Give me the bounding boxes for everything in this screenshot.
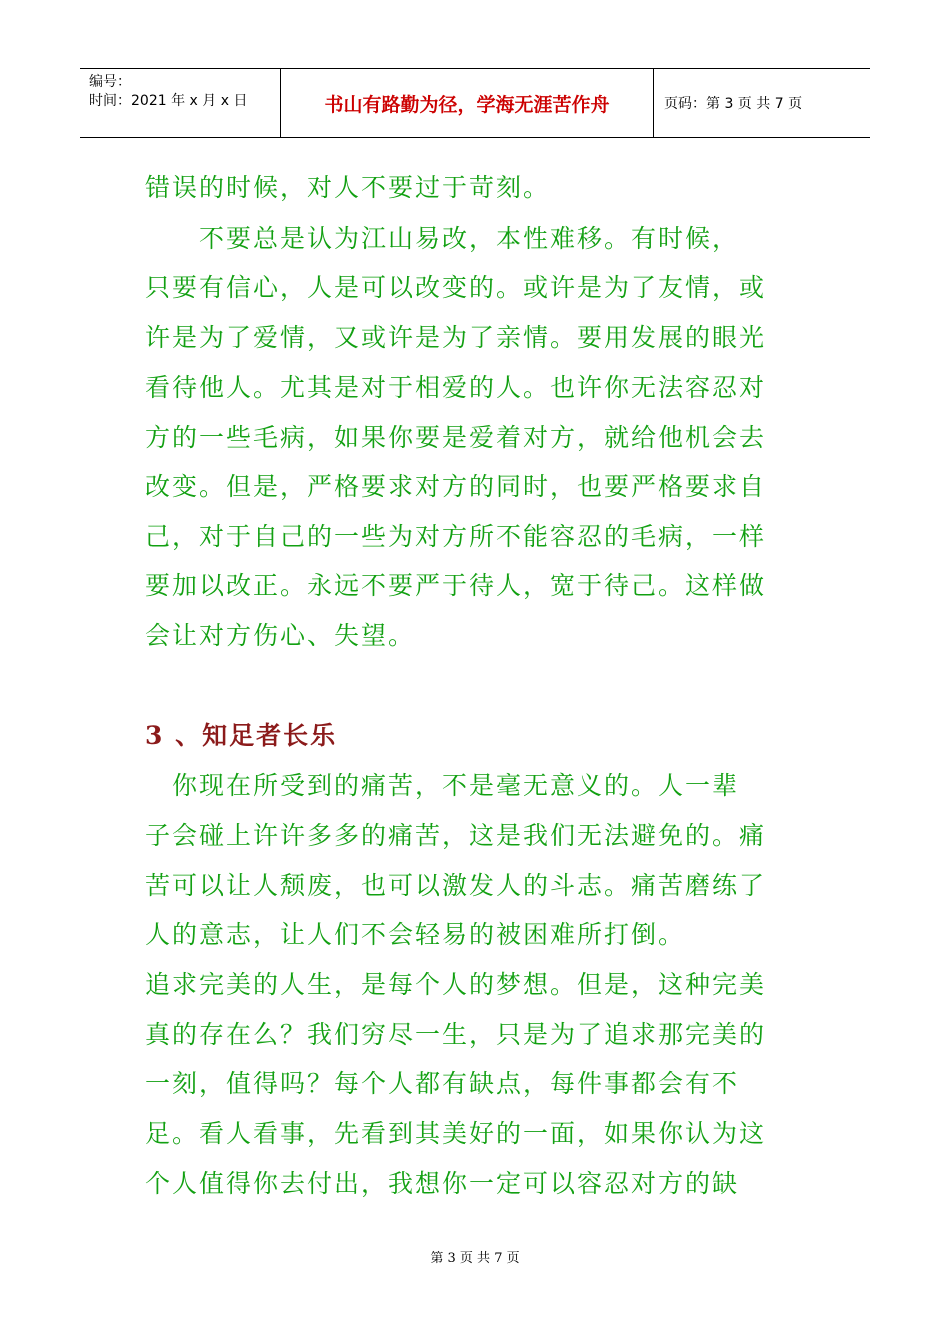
text-line: 一刻，值得吗？每个人都有缺点，每件事都会有不 — [145, 1069, 740, 1098]
section-heading: 3 、知足者长乐 — [145, 721, 338, 750]
text-line: 人的意志，让人们不会轻易的被困难所打倒。 — [145, 920, 686, 949]
text-line: 错误的时候，对人不要过于苛刻。 — [145, 173, 551, 202]
text-line: 足。看人看事，先看到其美好的一面，如果你认为这 — [145, 1119, 767, 1148]
serial-number-label: 编号： — [89, 74, 131, 90]
text-line: 许是为了爱情，又或许是为了亲情。要用发展的眼光 — [145, 323, 767, 352]
header-page-info: 页码：第 3 页 共 7 页 — [664, 96, 803, 112]
text-line: 你现在所受到的痛苦，不是毫无意义的。人一辈 — [145, 771, 740, 800]
text-line: 要加以改正。永远不要严于待人，宽于待己。这样做 — [145, 571, 767, 600]
text-line: 只要有信心，人是可以改变的。或许是为了友情，或 — [145, 273, 767, 302]
text-line: 己，对于自己的一些为对方所不能容忍的毛病，一样 — [145, 522, 767, 551]
text-line: 看待他人。尤其是对于相爱的人。也许你无法容忍对 — [145, 373, 767, 402]
text-line: 子会碰上许许多多的痛苦，这是我们无法避免的。痛 — [145, 821, 767, 850]
text-line: 苦可以让人颓废，也可以激发人的斗志。痛苦磨练了 — [145, 871, 767, 900]
text-line: 真的存在么？我们穷尽一生，只是为了追求那完美的 — [145, 1020, 767, 1049]
text-line: 改变。但是，严格要求对方的同时，也要严格要求自 — [145, 472, 767, 501]
text-line: 方的一些毛病，如果你要是爱着对方，就给他机会去 — [145, 423, 767, 452]
text-line: 追求完美的人生，是每个人的梦想。但是，这种完美 — [145, 970, 767, 999]
header-meta — [80, 69, 281, 137]
header-motto: 书山有路勤为径，学海无涯苦作舟 — [281, 69, 654, 137]
text-line: 个人值得你去付出，我想你一定可以容忍对方的缺 — [145, 1169, 740, 1198]
text-line: 会让对方伤心、失望。 — [145, 621, 416, 650]
date-label: 时间：2021 年 x 月 x 日 — [89, 93, 248, 109]
page-footer: 第 3 页 共 7 页 — [430, 1251, 520, 1266]
text-line: 不要总是认为江山易改，本性难移。有时候， — [145, 224, 740, 253]
page-header — [80, 68, 870, 138]
